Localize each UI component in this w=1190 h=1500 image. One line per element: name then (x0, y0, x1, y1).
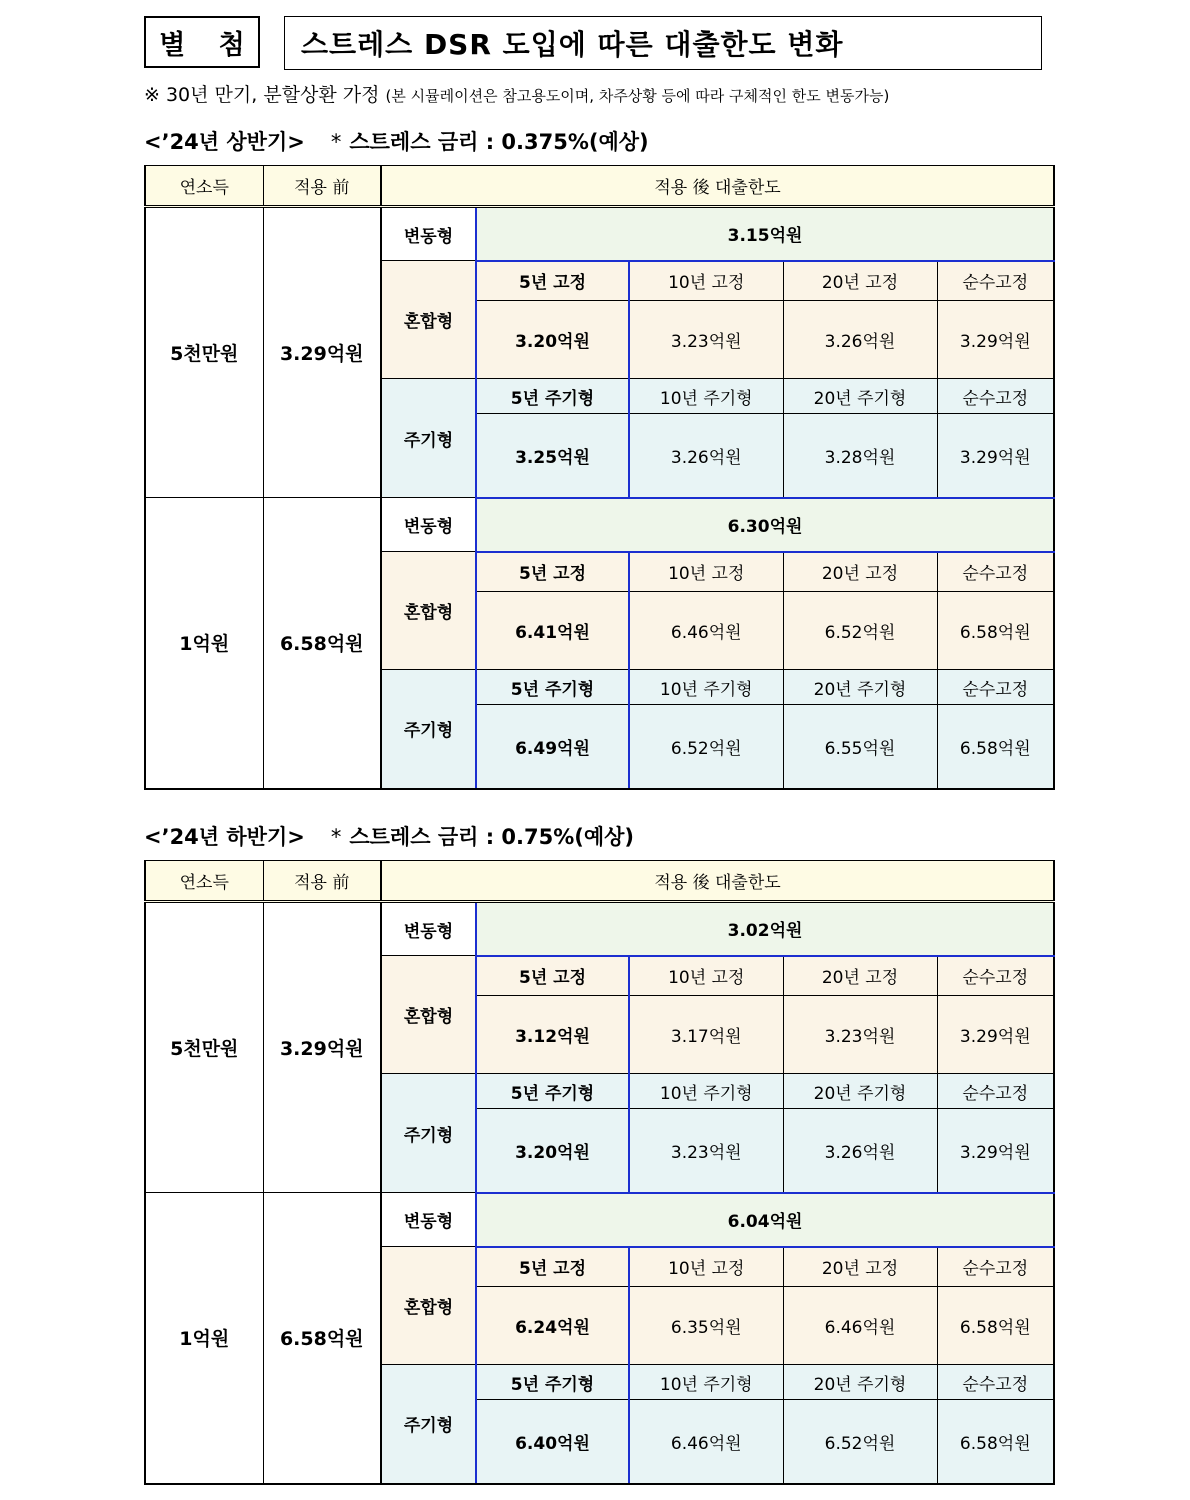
mixed-col-header: 5년 고정 (476, 261, 629, 301)
mixed-col-header: 10년 고정 (629, 1247, 783, 1287)
cyclic-col-header: 5년 주기형 (476, 1365, 629, 1400)
cyclic-label: 주기형 (381, 379, 476, 498)
note-sub: (본 시뮬레이션은 참고용도이며, 차주상황 등에 따라 구체적인 한도 변동가능) (385, 87, 890, 105)
cyclic-col-header: 순수고정 (937, 1074, 1054, 1109)
section-title (144, 821, 634, 851)
before-limit-cell: 3.29억원 (263, 207, 381, 498)
variable-limit: 3.15억원 (476, 207, 1054, 261)
table-header-row (145, 166, 1054, 207)
page-title: 스트레스 DSR 도입에 따른 대출한도 변화 (284, 16, 1042, 70)
variable-row (145, 207, 1054, 261)
cyclic-limit: 6.52억원 (629, 705, 783, 789)
mixed-limit: 3.29억원 (937, 996, 1054, 1074)
mixed-limit: 6.46억원 (629, 592, 783, 670)
income-cell: 5천만원 (145, 902, 263, 1193)
col-income: 연소득 (145, 861, 263, 902)
mixed-col-header: 순수고정 (937, 552, 1054, 592)
cyclic-limit: 6.40억원 (476, 1400, 629, 1484)
mixed-limit: 3.12억원 (476, 996, 629, 1074)
variable-limit: 6.30억원 (476, 498, 1054, 552)
cyclic-col-header: 순수고정 (937, 1365, 1054, 1400)
mixed-limit: 6.52억원 (783, 592, 937, 670)
stress-rate: 스트레스 금리 : 0.375%(예상) (349, 130, 649, 154)
mixed-col-header: 순수고정 (937, 261, 1054, 301)
cyclic-limit: 6.55억원 (783, 705, 937, 789)
rate-star: * (330, 825, 342, 849)
mixed-col-header: 20년 고정 (783, 1247, 937, 1287)
stress-rate: 스트레스 금리 : 0.75%(예상) (349, 825, 635, 849)
col-before: 적용 前 (263, 166, 381, 207)
mixed-col-header: 순수고정 (937, 956, 1054, 996)
mixed-limit: 6.58억원 (937, 1287, 1054, 1365)
income-cell: 5천만원 (145, 207, 263, 498)
mixed-label: 혼합형 (381, 1247, 476, 1365)
income-cell: 1억원 (145, 498, 263, 789)
col-after: 적용 後 대출한도 (381, 166, 1054, 207)
cyclic-col-header: 20년 주기형 (783, 670, 937, 705)
mixed-label: 혼합형 (381, 261, 476, 379)
variable-label: 변동형 (381, 902, 476, 956)
income-cell: 1억원 (145, 1193, 263, 1484)
cyclic-limit: 3.26억원 (783, 1109, 937, 1193)
header (144, 16, 1042, 70)
cyclic-col-header: 20년 주기형 (783, 1074, 937, 1109)
cyclic-label: 주기형 (381, 1074, 476, 1193)
cyclic-limit: 6.58억원 (937, 1400, 1054, 1484)
mixed-col-header: 20년 고정 (783, 956, 937, 996)
period-label: <’24년 상반기> (144, 130, 305, 154)
cyclic-limit: 3.28억원 (783, 414, 937, 498)
mixed-col-header: 20년 고정 (783, 552, 937, 592)
cyclic-limit: 3.29억원 (937, 414, 1054, 498)
col-before: 적용 前 (263, 861, 381, 902)
cyclic-limit: 3.26억원 (629, 414, 783, 498)
cyclic-col-header: 5년 주기형 (476, 670, 629, 705)
cyclic-col-header: 순수고정 (937, 670, 1054, 705)
variable-label: 변동형 (381, 498, 476, 552)
cyclic-limit: 3.25억원 (476, 414, 629, 498)
note-main: ※ 30년 만기, 분할상환 가정 (144, 84, 380, 106)
cyclic-col-header: 5년 주기형 (476, 379, 629, 414)
cyclic-limit: 6.49억원 (476, 705, 629, 789)
mixed-col-header: 10년 고정 (629, 956, 783, 996)
mixed-limit: 3.26억원 (783, 301, 937, 379)
mixed-col-header: 5년 고정 (476, 552, 629, 592)
variable-row (145, 498, 1054, 552)
variable-row (145, 1193, 1054, 1247)
mixed-limit: 6.41억원 (476, 592, 629, 670)
loan-limit-table (144, 165, 1055, 790)
before-limit-cell: 3.29억원 (263, 902, 381, 1193)
cyclic-limit: 3.23억원 (629, 1109, 783, 1193)
mixed-limit: 6.24억원 (476, 1287, 629, 1365)
mixed-limit: 3.20억원 (476, 301, 629, 379)
mixed-limit: 6.35억원 (629, 1287, 783, 1365)
col-income: 연소득 (145, 166, 263, 207)
mixed-col-header: 순수고정 (937, 1247, 1054, 1287)
before-limit-cell: 6.58억원 (263, 498, 381, 789)
mixed-col-header: 10년 고정 (629, 552, 783, 592)
table-header-row (145, 861, 1054, 902)
attachment-tag: 별 첨 (144, 16, 260, 68)
assumption-note (144, 80, 889, 107)
cyclic-col-header: 10년 주기형 (629, 1365, 783, 1400)
cyclic-col-header: 5년 주기형 (476, 1074, 629, 1109)
mixed-col-header: 10년 고정 (629, 261, 783, 301)
period-label: <’24년 하반기> (144, 825, 305, 849)
cyclic-limit: 3.20억원 (476, 1109, 629, 1193)
loan-limit-table (144, 860, 1055, 1485)
variable-limit: 6.04억원 (476, 1193, 1054, 1247)
mixed-label: 혼합형 (381, 552, 476, 670)
mixed-label: 혼합형 (381, 956, 476, 1074)
cyclic-limit: 6.46억원 (629, 1400, 783, 1484)
mixed-col-header: 5년 고정 (476, 956, 629, 996)
variable-row (145, 902, 1054, 956)
cyclic-col-header: 10년 주기형 (629, 379, 783, 414)
variable-label: 변동형 (381, 1193, 476, 1247)
variable-limit: 3.02억원 (476, 902, 1054, 956)
mixed-limit: 3.23억원 (783, 996, 937, 1074)
cyclic-col-header: 20년 주기형 (783, 379, 937, 414)
mixed-limit: 3.23억원 (629, 301, 783, 379)
cyclic-col-header: 10년 주기형 (629, 1074, 783, 1109)
rate-star: * (330, 130, 342, 154)
cyclic-col-header: 20년 주기형 (783, 1365, 937, 1400)
cyclic-col-header: 순수고정 (937, 379, 1054, 414)
mixed-col-header: 20년 고정 (783, 261, 937, 301)
col-after: 적용 後 대출한도 (381, 861, 1054, 902)
mixed-limit: 3.29억원 (937, 301, 1054, 379)
cyclic-label: 주기형 (381, 1365, 476, 1484)
cyclic-label: 주기형 (381, 670, 476, 789)
before-limit-cell: 6.58억원 (263, 1193, 381, 1484)
variable-label: 변동형 (381, 207, 476, 261)
section-title (144, 126, 649, 156)
mixed-limit: 3.17억원 (629, 996, 783, 1074)
cyclic-limit: 3.29억원 (937, 1109, 1054, 1193)
mixed-col-header: 5년 고정 (476, 1247, 629, 1287)
mixed-limit: 6.46억원 (783, 1287, 937, 1365)
mixed-limit: 6.58억원 (937, 592, 1054, 670)
cyclic-limit: 6.52억원 (783, 1400, 937, 1484)
cyclic-col-header: 10년 주기형 (629, 670, 783, 705)
cyclic-limit: 6.58억원 (937, 705, 1054, 789)
